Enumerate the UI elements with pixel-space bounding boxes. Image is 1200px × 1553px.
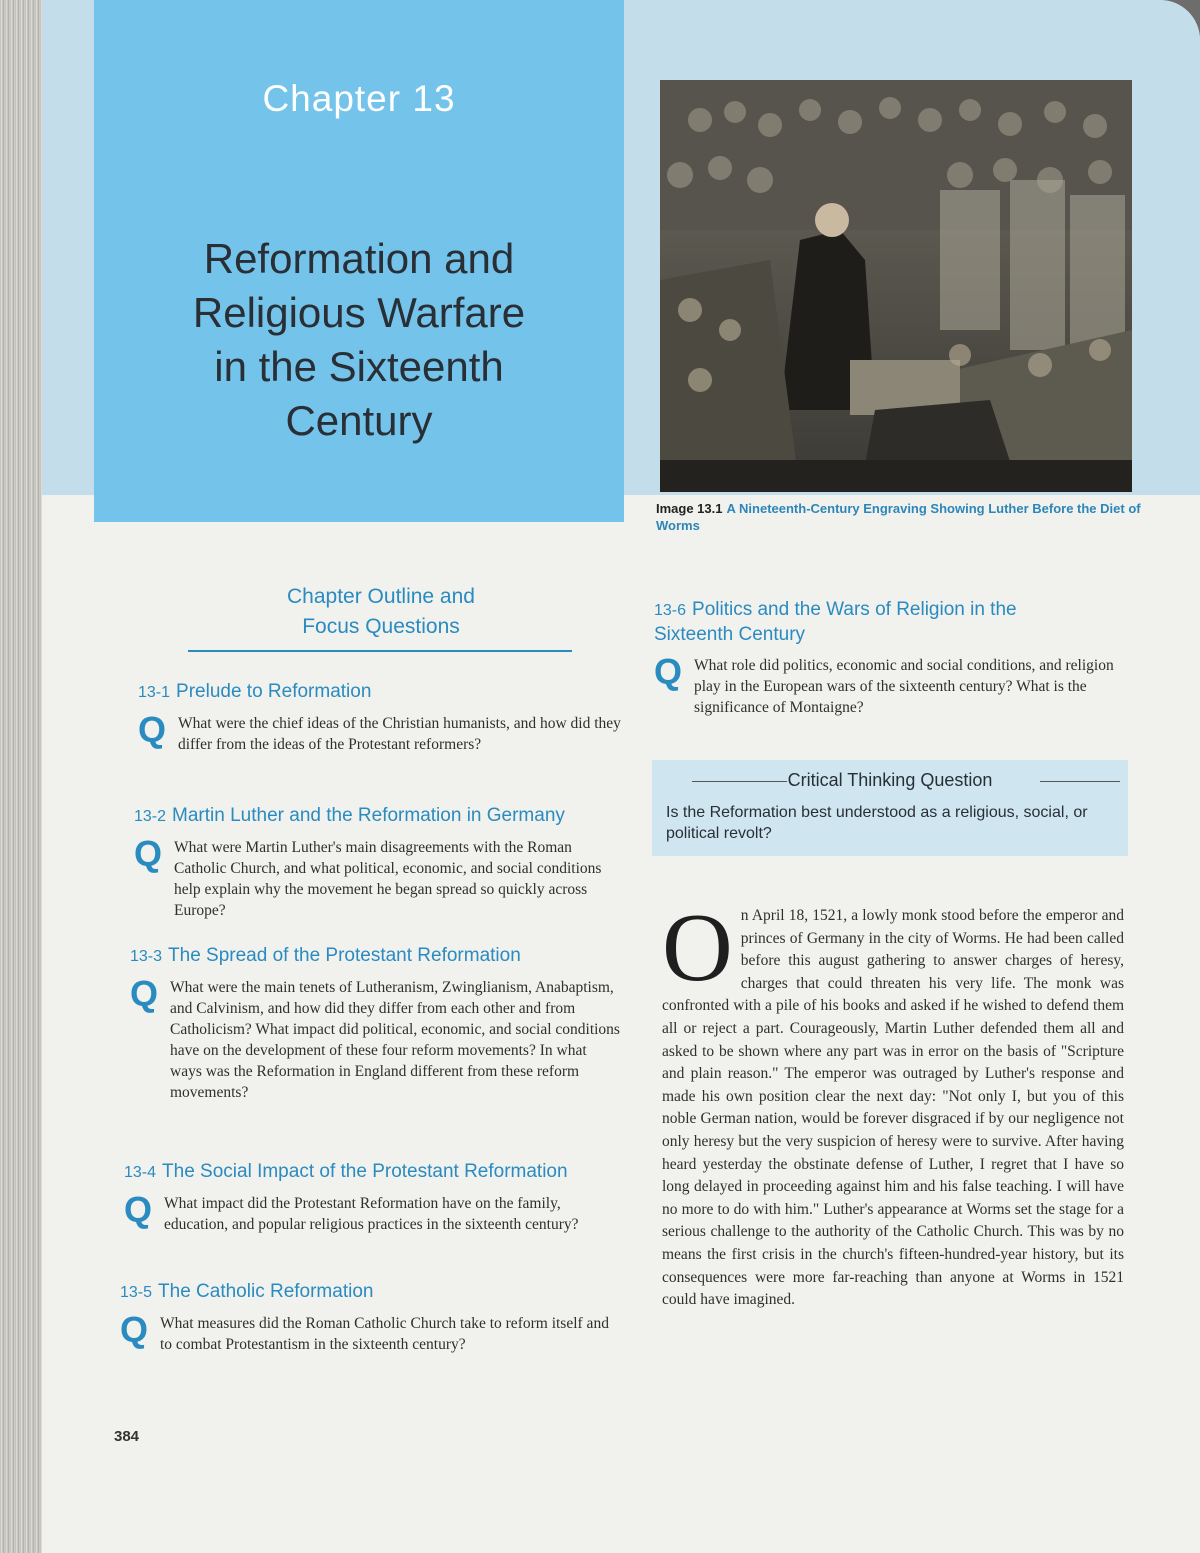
section-question xyxy=(124,1189,614,1235)
question-icon: Q xyxy=(138,709,167,750)
outline-rule xyxy=(188,650,572,652)
outline-heading xyxy=(162,582,600,642)
chapter-label: Chapter 13 xyxy=(262,78,456,119)
section-number: 13-1 xyxy=(138,684,171,701)
question-text: What were the chief ideas of the Christian humanists, and how did they differ from the ideas of the Protestant reformers? xyxy=(178,715,621,753)
section-heading xyxy=(120,1280,610,1305)
section-title-line: Politics and the Wars of Religion in the xyxy=(692,599,1017,620)
section-title: The Spread of the Protestant Reformation xyxy=(168,945,521,966)
chapter-title-line: Religious Warfare xyxy=(192,289,526,336)
section-question xyxy=(654,651,1124,718)
caption-label: Image 13.1 xyxy=(656,501,723,516)
question-icon: Q xyxy=(654,651,683,692)
section-heading xyxy=(138,680,628,705)
engraving-image xyxy=(660,80,1132,492)
section-number: 13-6 xyxy=(654,602,687,619)
story-text: n April 18, 1521, a lowly monk stood before the emperor and princes of Germany in the city of Worms. He had been called before this august gathering to answer charges of heresy, charges that could threaten his very life. The monk was confronted with a pile of his books and asked if he wished to defend them all or reject a part. Courageously, Martin Luther defended them all and asked to be shown where any part was in error on the basis of "Scripture and plain reason." The emperor was outraged by Luther's response and made his own position clear the next day: "Not only I, but you of this noble German nation, would be forever disgraced if by our negligence not only heresy but the very suspicion of heresy were to survive. After having heard yesterday the obstinate defense of Luther, I regret that I have so long delayed in proceeding against him and his false teaching. I will have no more to do with him." Luther's appearance at Worms set the stage for a serious challenge to the authority of the Catholic Church. This was by no means the first crisis in the church's fifteen-hundred-year history, but its consequences were more far-reaching than anyone at Worms in 1521 could have imagined. xyxy=(662,907,1124,1309)
critical-heading: Critical Thinking Question xyxy=(787,770,993,790)
chapter-title xyxy=(94,232,624,448)
outline-section-13-2 xyxy=(134,804,624,921)
question-text: What were the main tenets of Lutheranism, Zwinglianism, Anabaptism, and Calvinism, and how did they differ from each other and from Catholicism? What impact did political, economic, and social conditions have on the development of these four reform movements? In what ways was the Reformation in England different from these reform movements? xyxy=(170,979,620,1101)
book-page xyxy=(42,0,1200,1553)
drop-cap: O xyxy=(662,894,733,1002)
section-question xyxy=(130,973,620,1103)
question-text: What role did politics, economic and social conditions, and religion play in the European wars of the sixteenth century? What is the significance of Montaigne? xyxy=(694,657,1114,716)
outline-heading-line: Chapter Outline and xyxy=(287,585,475,608)
caption-text: A Nineteenth-Century Engraving Showing Luther Before the Diet of Worms xyxy=(656,501,1141,533)
section-heading xyxy=(134,804,624,829)
section-number: 13-2 xyxy=(134,808,167,825)
chapter-title-line: in the Sixteenth xyxy=(214,343,504,390)
section-title: The Social Impact of the Protestant Reformation xyxy=(162,1161,568,1182)
section-title: The Catholic Reformation xyxy=(158,1281,374,1302)
section-heading xyxy=(130,944,620,969)
photo-credit xyxy=(1138,360,1150,490)
section-question xyxy=(134,833,624,921)
chapter-title-box xyxy=(94,0,624,522)
image-caption xyxy=(656,500,1146,534)
page-number: 384 xyxy=(114,1428,140,1445)
section-heading xyxy=(124,1160,614,1185)
question-icon: Q xyxy=(134,833,163,874)
question-text: What were Martin Luther's main disagreements with the Roman Catholic Church, and what political, economic, and social conditions help explain why the movement he began spread so quickly across Europe? xyxy=(174,839,602,919)
section-heading xyxy=(654,598,1124,623)
question-icon: Q xyxy=(124,1189,153,1230)
outline-section-13-5 xyxy=(120,1280,610,1355)
chapter-title-line: Reformation and xyxy=(203,235,515,282)
question-icon: Q xyxy=(120,1309,149,1350)
critical-question: Is the Reformation best understood as a religious, social, or political revolt? xyxy=(666,804,1088,842)
section-question xyxy=(138,709,628,755)
opening-story xyxy=(662,894,1124,1312)
section-number: 13-5 xyxy=(120,1284,153,1301)
critical-thinking-box xyxy=(652,760,1128,856)
outline-heading-line: Focus Questions xyxy=(302,615,460,638)
section-title: Prelude to Reformation xyxy=(176,681,372,702)
section-title: Martin Luther and the Reformation in Germany xyxy=(172,805,565,826)
question-text: What measures did the Roman Catholic Church take to reform itself and to combat Protestantism in the sixteenth century? xyxy=(160,1315,609,1353)
chapter-title-line: Century xyxy=(285,397,433,444)
outline-section-13-3 xyxy=(130,944,620,1103)
section-title-line: Sixteenth Century xyxy=(654,624,806,645)
question-text: What impact did the Protestant Reformation have on the family, education, and popular religious practices in the sixteenth century? xyxy=(164,1195,579,1233)
question-icon: Q xyxy=(130,973,159,1014)
section-number: 13-4 xyxy=(124,1164,157,1181)
outline-section-13-6 xyxy=(654,598,1124,718)
section-question xyxy=(120,1309,610,1355)
section-number: 13-3 xyxy=(130,948,163,965)
outline-section-13-1 xyxy=(138,680,628,755)
outline-section-13-4 xyxy=(124,1160,614,1235)
